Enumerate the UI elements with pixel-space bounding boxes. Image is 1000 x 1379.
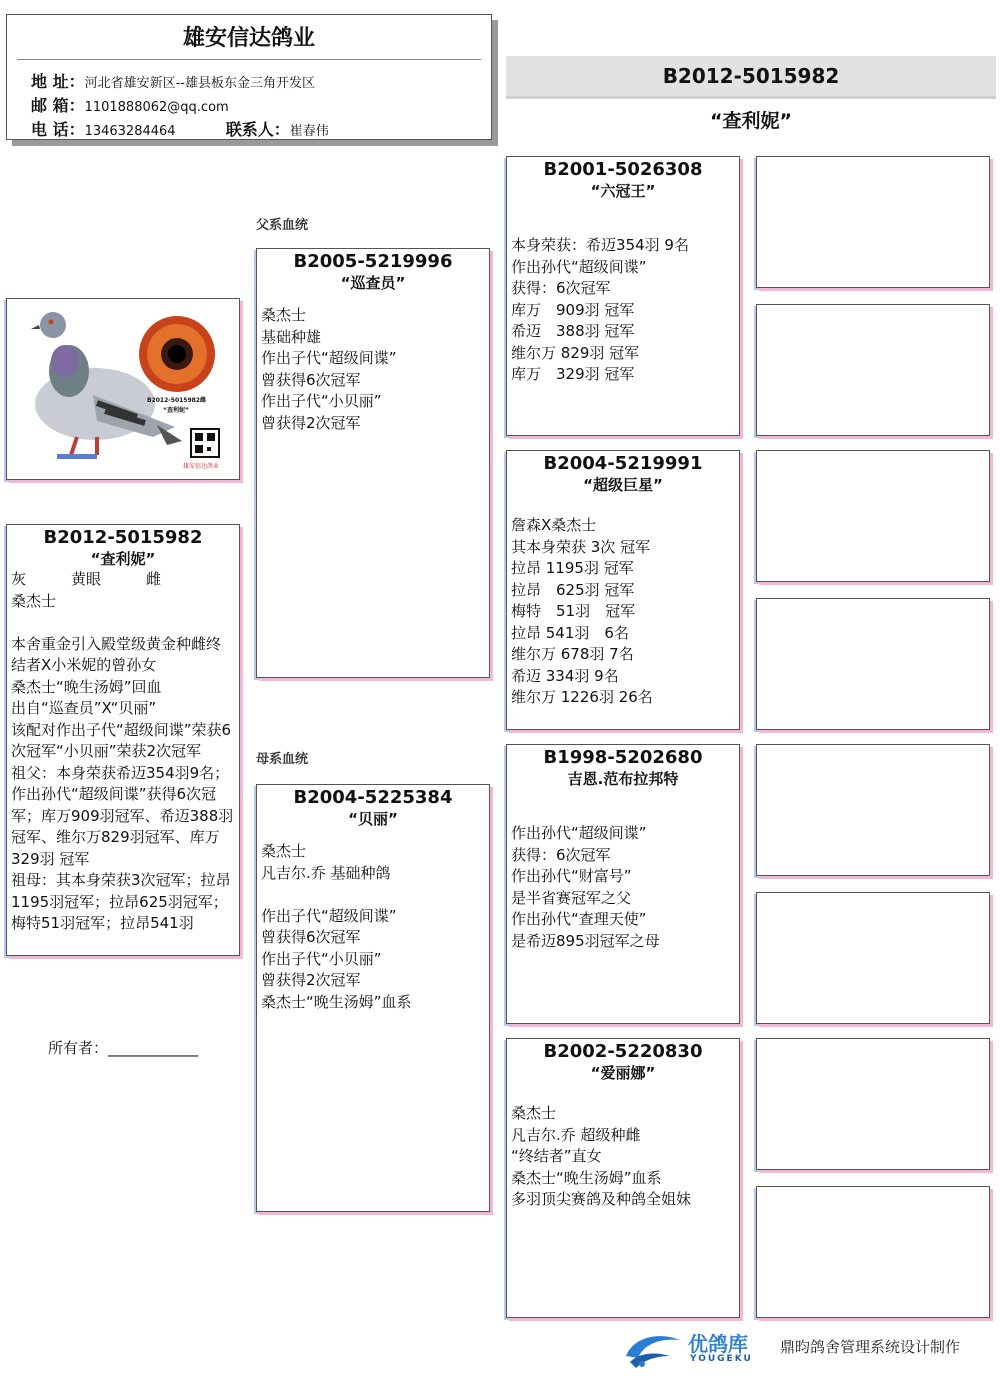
gp4-name: “爱丽娜” <box>590 1064 656 1082</box>
yougeku-logo-icon <box>620 1326 684 1370</box>
photo-brand-label: 雄安信达鸽业 <box>183 463 220 470</box>
gp3-description: 作出孙代“超级间谍” 获得：6次冠军 作出孙代“财富号” 是半省赛冠军之父 作出孙代“查理天使” 是希迈895羽冠军之母 <box>511 824 660 950</box>
contact-value: 崔春伟 <box>289 124 329 139</box>
dam-description: 桑杰士 凡吉尔.乔 基础种鸽 作出子代“超级间谍” 曾获得6次冠军 作出子代“小贝丽” 曾获得2次冠军 桑杰士“晚生汤姆”血系 <box>261 842 412 1011</box>
phone-label: 电 话： <box>31 120 85 139</box>
gp1-ring: B2001-5026308 <box>543 159 703 180</box>
dam-card <box>256 784 490 1212</box>
sire-line-label: 父系血统 <box>256 218 309 233</box>
gp1-name: “六冠王” <box>590 182 656 200</box>
grandsire-paternal-card <box>506 156 740 436</box>
footer <box>620 1326 990 1370</box>
header-divider <box>17 59 481 60</box>
ggp-box <box>756 1038 990 1170</box>
address-value: 河北省雄安新区--雄县板东金三角开发区 <box>84 76 315 91</box>
granddam-paternal-card <box>506 450 740 730</box>
logo-subtext: YOUGEKU <box>690 1354 753 1364</box>
owner-line <box>48 1037 198 1058</box>
ggp-box <box>756 744 990 876</box>
photo-ring-label: B2012-5015982雌 <box>147 397 206 404</box>
pigeon-photo <box>7 299 239 479</box>
photo-name-label: “查利妮” <box>163 407 189 414</box>
subject-name: “查利妮” <box>90 550 156 568</box>
contact-label: 联系人： <box>225 120 290 139</box>
phone-value: 13463284464 <box>84 124 176 139</box>
gp3-ring: B1998-5202680 <box>543 747 703 768</box>
subject-ring-bar <box>506 56 996 99</box>
company-title: 雄安信达鸽业 <box>182 26 315 51</box>
subject-description: 灰 黄眼 雌 桑杰士 本舍重金引入殿堂级黄金种雌终结者X小米妮的曾孙女 桑杰士“晚生汤姆”回血 出自“巡查员”X“贝丽” 该配对作出子代“超级间谍”荣获6次冠军“小贝丽”荣获2次冠军 祖父：本身荣获希迈354羽9名；作出孙代“超级间谍”获得6次冠军；库万909羽冠军、希迈388羽冠军、维尔万829羽冠军、库万329羽 冠军 祖母：其本身荣获3次冠军；拉昂1195羽冠军；拉昂625羽冠军；梅特51羽冠军；拉昂541羽 <box>11 570 234 932</box>
gp3-name: 吉恩.范布拉邦特 <box>567 770 679 788</box>
ggp-box <box>756 598 990 730</box>
address-label: 地 址： <box>31 72 85 91</box>
email-label: 邮 箱： <box>31 96 85 115</box>
gp4-description: 桑杰士 凡吉尔.乔 超级种雌 “终结者”直女 桑杰士“晚生汤姆”血系 多羽顶尖赛鸽及种鸽全姐妹 <box>511 1104 692 1208</box>
ggp-box <box>756 156 990 288</box>
pigeon-photo-card <box>6 298 240 480</box>
owner-label: 所有者： <box>48 1039 109 1057</box>
dam-line-label: 母系血统 <box>256 752 309 767</box>
email-value: 1101888062@qq.com <box>84 100 229 115</box>
subject-ring: B2012-5015982 <box>43 527 203 548</box>
header-box <box>6 14 492 140</box>
sire-card <box>256 248 490 678</box>
ggp-box <box>756 304 990 436</box>
ggp-box <box>756 1186 990 1318</box>
owner-blank: ____________ <box>108 1039 199 1057</box>
footer-credit: 鼎昀鸽舍管理系统设计制作 <box>780 1338 961 1356</box>
gp2-description: 詹森X桑杰士 其本身荣获 3次 冠军 拉昂 1195羽 冠军 拉昂 625羽 冠军 梅特 51羽 冠军 拉昂 541羽 6名 维尔万 678羽 7名 希迈 334羽 9名 维尔万 1226羽 26名 <box>511 516 653 706</box>
dam-name: “贝丽” <box>348 810 398 828</box>
gp1-description: 本身荣获：希迈354羽 9名 作出孙代“超级间谍” 获得：6次冠军 库万 909羽 冠军 希迈 388羽 冠军 维尔万 829羽 冠军 库万 329羽 冠军 <box>511 236 689 383</box>
ggp-box <box>756 892 990 1024</box>
sire-name: “巡查员” <box>340 274 406 292</box>
gp4-ring: B2002-5220830 <box>543 1041 703 1062</box>
granddam-maternal-card <box>506 1038 740 1318</box>
subject-card <box>6 524 240 956</box>
sire-ring: B2005-5219996 <box>293 251 453 272</box>
grandsire-maternal-card <box>506 744 740 1024</box>
subject-ring-top: B2012-5015982 <box>662 64 840 88</box>
gp2-ring: B2004-5219991 <box>543 453 703 474</box>
dam-ring: B2004-5225384 <box>293 787 453 808</box>
sire-description: 桑杰士 基础种雄 作出子代“超级间谍” 曾获得6次冠军 作出子代“小贝丽” 曾获得2次冠军 <box>261 306 397 432</box>
ggp-box <box>756 450 990 582</box>
gp2-name: “超级巨星” <box>583 476 663 494</box>
logo-text: 优鸽库 <box>688 1332 748 1356</box>
subject-name-top: “查利妮” <box>710 110 792 132</box>
